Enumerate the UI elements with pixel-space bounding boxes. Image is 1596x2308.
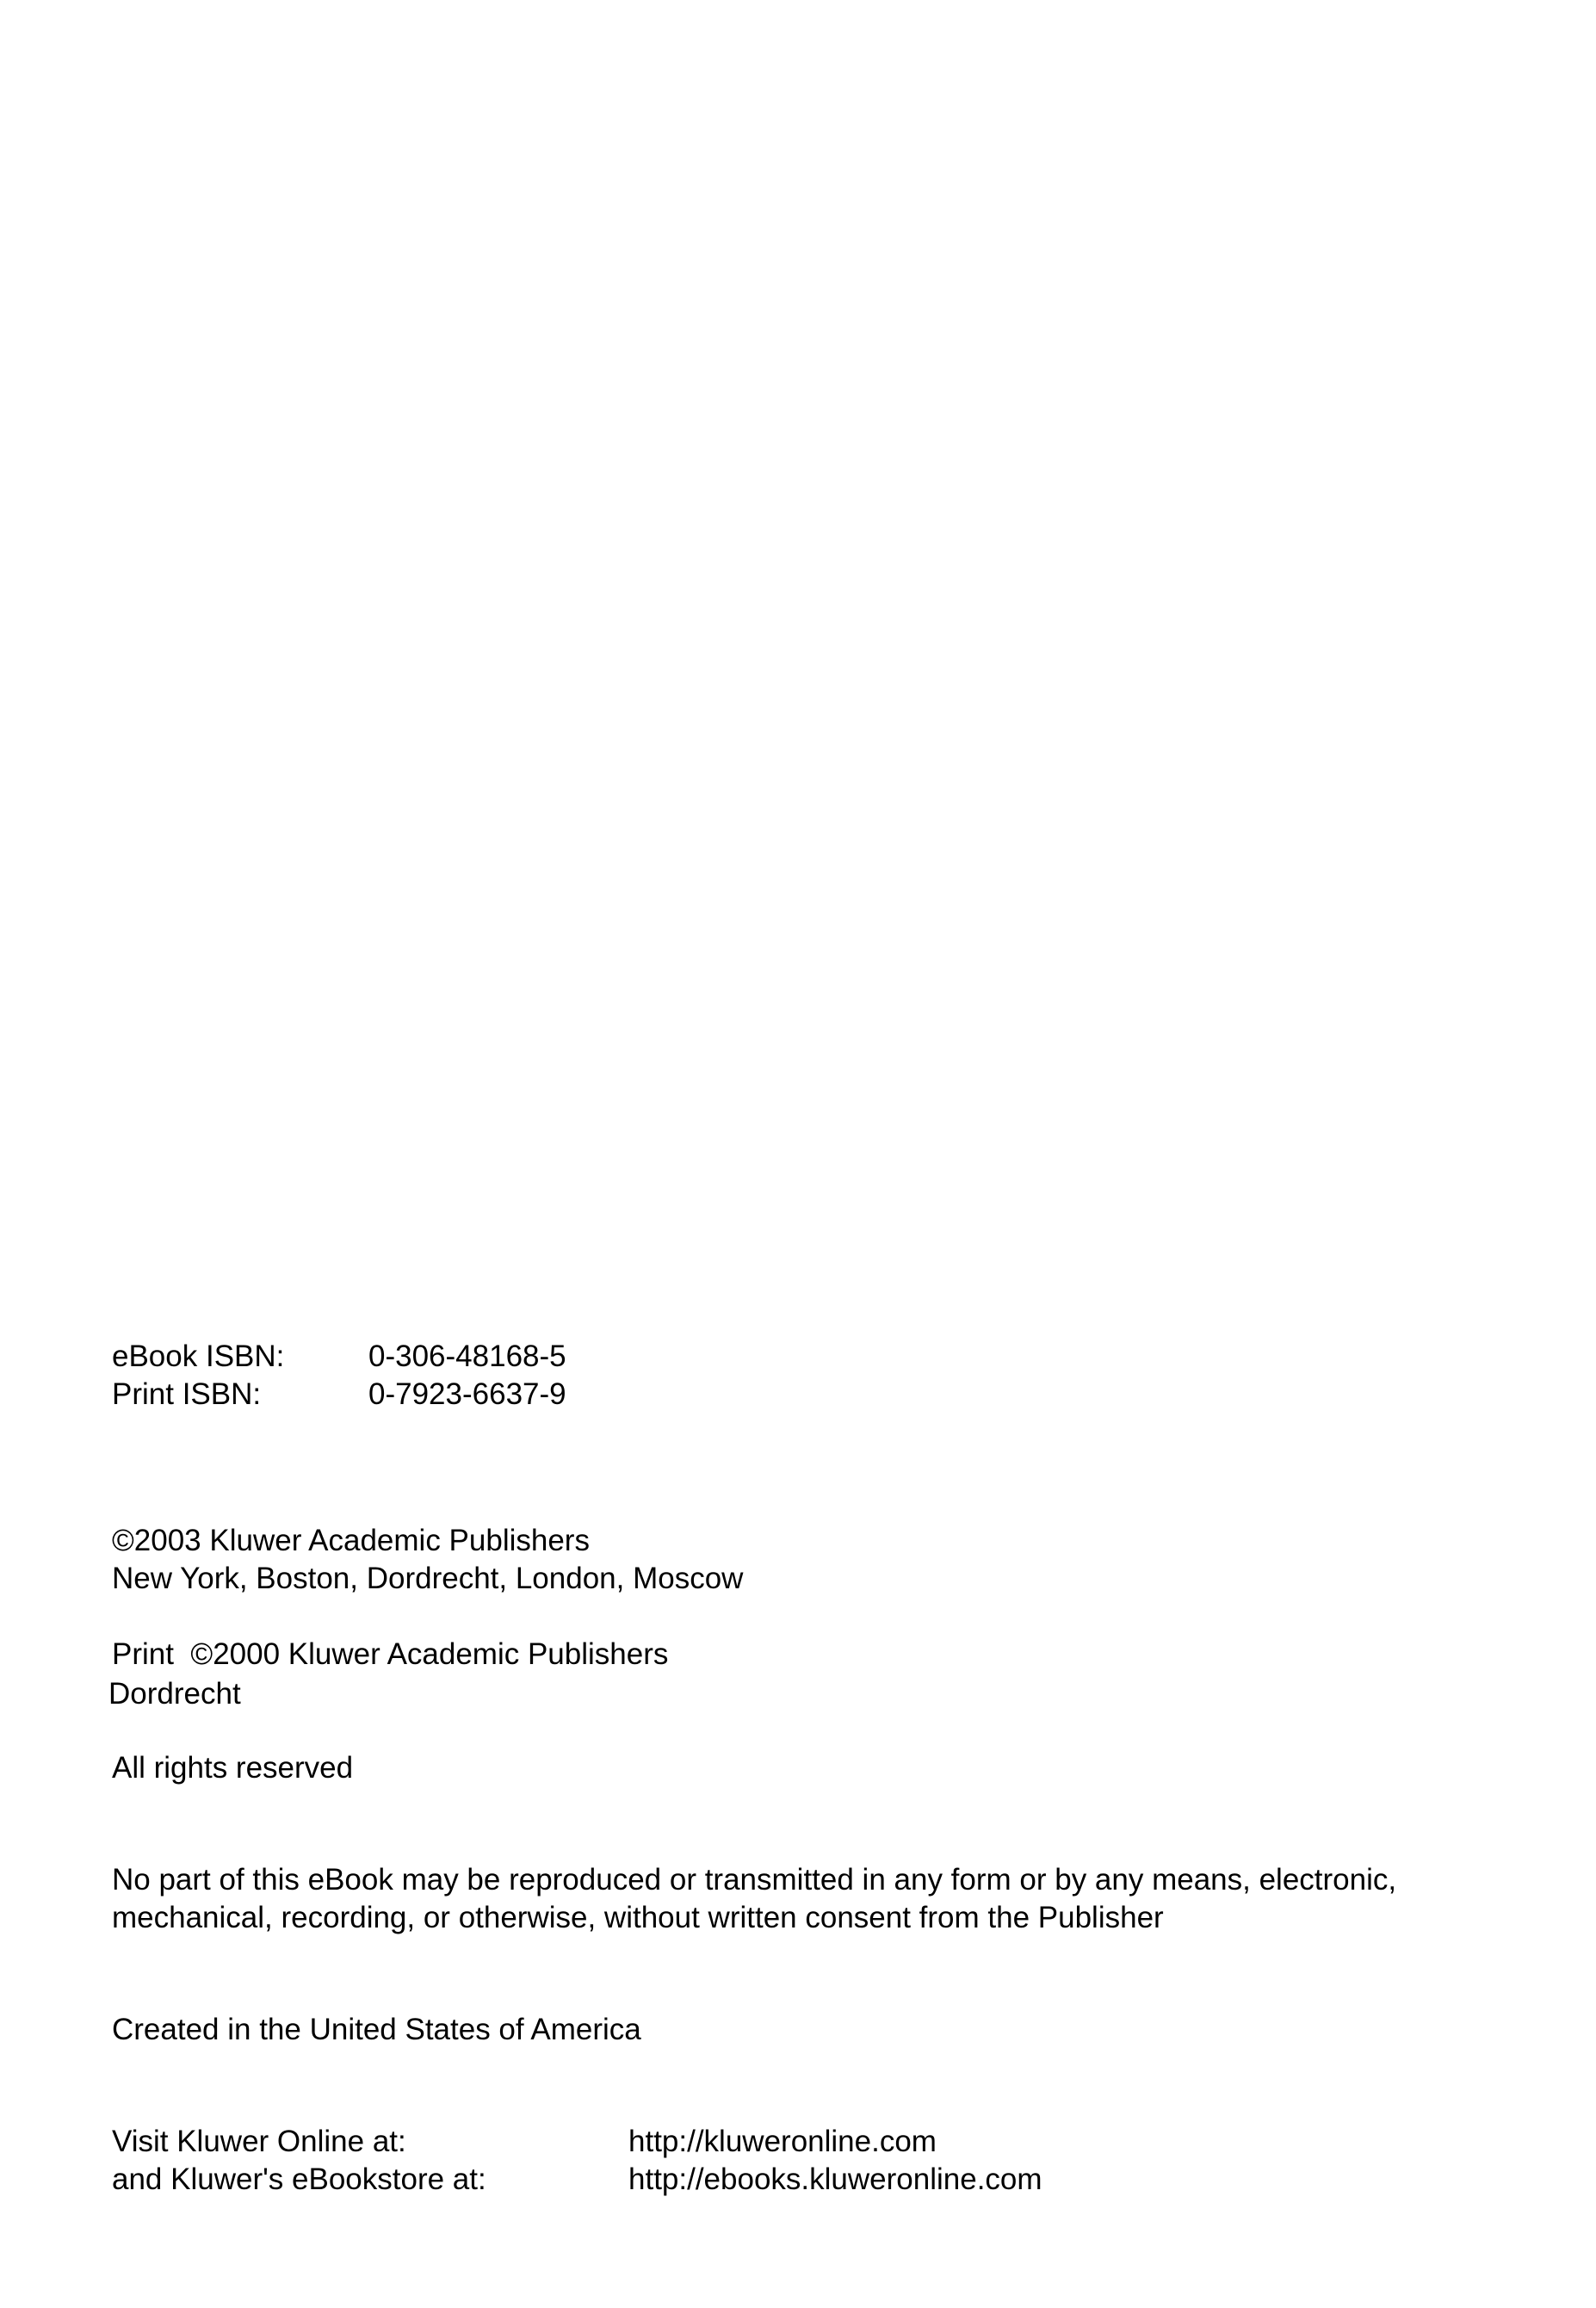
- rights-statement: All rights reserved: [112, 1751, 354, 1785]
- print-publisher-location: Dordrecht: [108, 1677, 241, 1711]
- print-isbn-value: 0-7923-6637-9: [368, 1377, 566, 1411]
- ebook-isbn-value: 0-306-48168-5: [368, 1340, 566, 1373]
- ebook-copyright-line: ©2003 Kluwer Academic Publishers: [112, 1524, 590, 1557]
- ebook-isbn-label: eBook ISBN:: [112, 1340, 285, 1373]
- publisher-locations: New York, Boston, Dordrecht, London, Moscow: [112, 1562, 744, 1595]
- ebookstore-link[interactable]: http://ebooks.kluweronline.com: [628, 2163, 1042, 2196]
- print-isbn-label: Print ISBN:: [112, 1377, 262, 1411]
- kluwer-online-label: Visit Kluwer Online at:: [112, 2125, 406, 2158]
- reproduction-notice-line-1: No part of this eBook may be reproduced or transmitted in any form or by any means, electronic,: [112, 1863, 1397, 1897]
- country-of-creation: Created in the United States of America: [112, 2013, 641, 2046]
- ebookstore-label: and Kluwer's eBookstore at:: [112, 2163, 486, 2196]
- kluwer-online-link[interactable]: http://kluweronline.com: [628, 2125, 937, 2158]
- reproduction-notice-line-2: mechanical, recording, or otherwise, without written consent from the Publisher: [112, 1901, 1164, 1934]
- print-copyright-line: Print ©2000 Kluwer Academic Publishers: [112, 1637, 669, 1671]
